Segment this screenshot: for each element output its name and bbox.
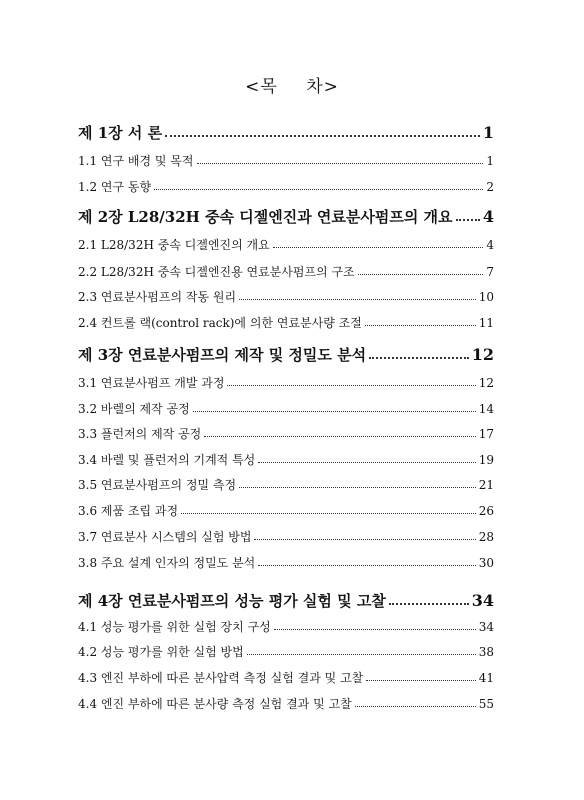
toc-title: <목 차> [245,77,339,97]
toc-section-entry [78,554,494,571]
dot-leader [247,654,476,655]
dot-leader [165,135,480,137]
entry-title: 3.7 연료분사 시스템의 실험 방법 [78,530,252,544]
entry-title: 3.8 주요 설계 인자의 정밀도 분석 [78,556,256,570]
toc-section-entry [78,695,494,712]
entry-page-number: 12 [478,376,494,390]
entry-page-number: 14 [478,402,494,416]
toc-section-entry [78,476,494,493]
dot-leader [239,487,476,488]
dot-leader [258,565,475,566]
entry-page-number: 55 [478,697,494,711]
dot-leader [254,539,475,540]
toc-section-entry [78,425,494,442]
entry-page-number: 34 [478,620,494,634]
toc-chapter-entry [78,122,494,143]
dot-leader [358,274,484,275]
entry-page-number: 2 [486,180,494,194]
entry-title: 2.1 L28/32H 중속 디젤엔진의 개요 [78,238,270,252]
toc-section-entry [78,528,494,545]
toc-section-entry [78,263,494,280]
dot-leader [456,219,480,221]
entry-title: 3.4 바렐 및 플런저의 기계적 특성 [78,453,256,467]
entry-title: 3.2 바렐의 제작 공정 [78,402,190,416]
entry-title: 4.1 성능 평가를 위한 실험 장치 구성 [78,620,271,634]
entry-page-number: 1 [482,123,494,142]
entry-page-number: 10 [478,290,494,304]
toc-section-entry [78,669,494,686]
entry-title: 제 1장 서 론 [78,124,163,142]
entry-page-number: 34 [471,591,494,610]
toc-section-entry [78,236,494,253]
entry-title: 2.3 연료분사펌프의 작동 원리 [78,290,237,304]
entry-title: 3.3 플런저의 제작 공정 [78,427,202,441]
dot-leader [204,436,475,437]
toc-section-entry [78,152,494,169]
entry-title: 제 3장 연료분사펌프의 제작 및 정밀도 분석 [78,346,367,364]
entry-page-number: 41 [478,671,494,685]
entry-page-number: 28 [478,530,494,544]
toc-section-entry [78,400,494,417]
toc-section-entry [78,618,494,635]
dot-leader [389,603,469,605]
dot-leader [239,299,476,300]
dot-leader [273,247,484,248]
toc-section-entry [78,502,494,519]
toc-chapter-entry [78,206,494,227]
dot-leader [227,385,475,386]
entry-page-number: 7 [486,265,494,279]
entry-title: 1.2 연구 동향 [78,180,152,194]
entry-title: 4.2 성능 평가를 위한 실험 방법 [78,645,244,659]
entry-page-number: 4 [486,238,494,252]
entry-title: 1.1 연구 배경 및 목적 [78,154,194,168]
dot-leader [355,706,476,707]
entry-page-number: 38 [478,645,494,659]
entry-page-number: 21 [478,478,494,492]
dot-leader [154,189,483,190]
dot-leader [369,357,469,359]
toc-section-entry [78,643,494,660]
dot-leader [365,325,476,326]
entry-title: 2.4 컨트롤 랙(control rack)에 의한 연료분사량 조절 [78,316,362,330]
entry-page-number: 1 [486,154,494,168]
toc-chapter-entry [78,590,494,611]
entry-page-number: 19 [478,453,494,467]
entry-page-number: 12 [471,345,494,364]
toc-section-entry [78,374,494,391]
entry-page-number: 26 [478,504,494,518]
entry-title: 제 2장 L28/32H 중속 디젤엔진과 연료분사펌프의 개요 [78,208,453,226]
entry-title: 제 4장 연료분사펌프의 성능 평가 실험 및 고찰 [78,592,386,610]
entry-title: 2.2 L28/32H 중속 디젤엔진용 연료분사펌프의 구조 [78,265,355,279]
entry-title: 4.3 엔진 부하에 따른 분사압력 측정 실험 결과 및 고찰 [78,671,364,685]
toc-section-entry [78,178,494,195]
toc-section-entry [78,451,494,468]
toc-section-entry [78,288,494,305]
dot-leader [274,629,476,630]
entry-title: 3.5 연료분사펌프의 정밀 측정 [78,478,237,492]
dot-leader [193,411,476,412]
dot-leader [197,163,484,164]
toc-section-entry [78,314,494,331]
entry-page-number: 4 [482,207,494,226]
entry-title: 4.4 엔진 부하에 따른 분사량 측정 실험 결과 및 고찰 [78,697,352,711]
entry-title: 3.1 연료분사펌프 개발 과정 [78,376,225,390]
entry-page-number: 17 [478,427,494,441]
entry-title: 3.6 제품 조립 과정 [78,504,179,518]
entry-page-number: 30 [478,556,494,570]
dot-leader [258,462,475,463]
entry-page-number: 11 [478,316,494,330]
dot-leader [181,513,476,514]
dot-leader [366,680,475,681]
toc-chapter-entry [78,344,494,365]
